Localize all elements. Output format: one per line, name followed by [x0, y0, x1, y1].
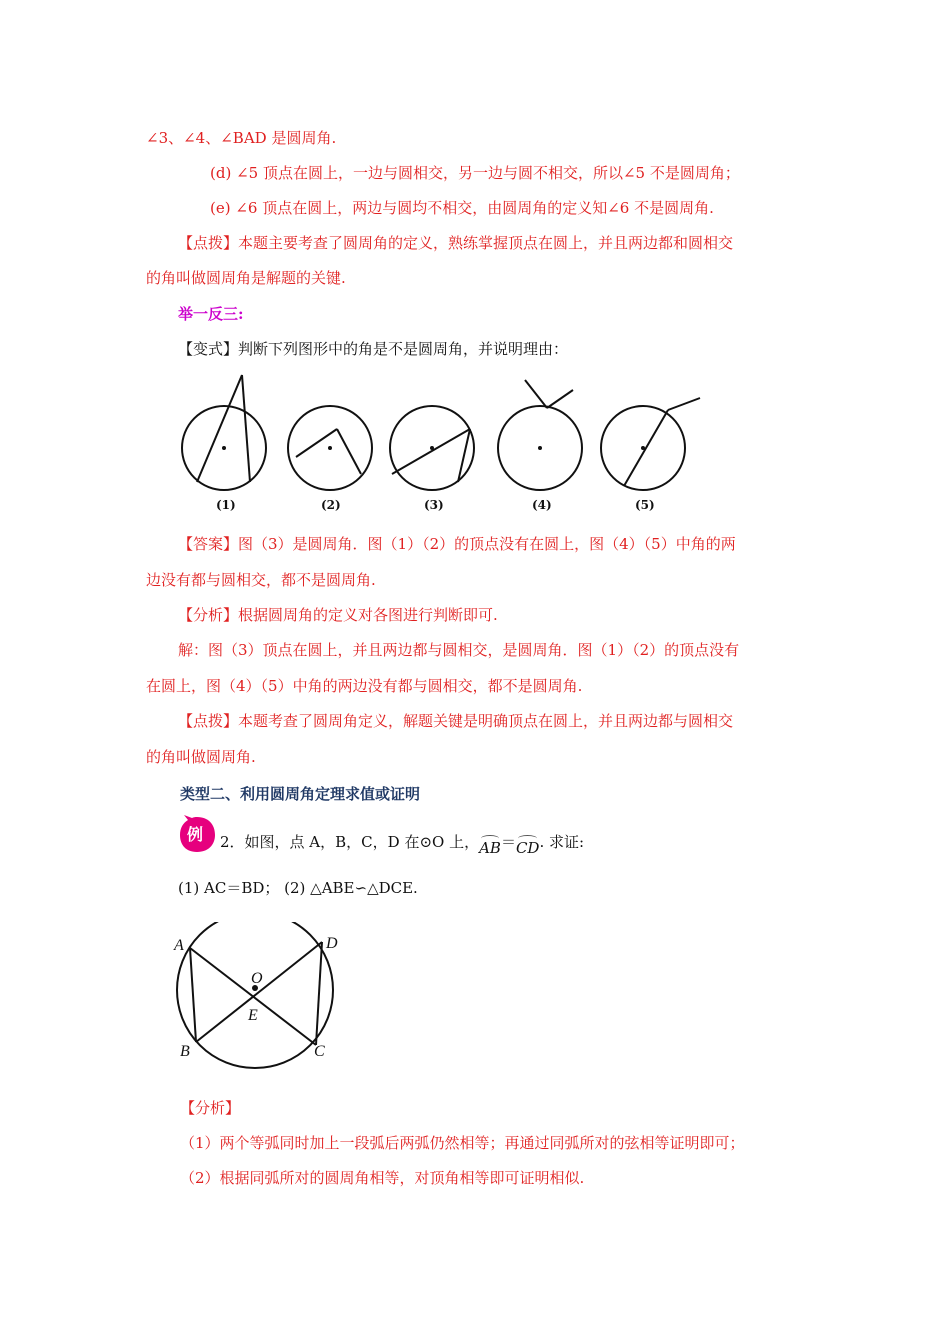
solution-line-2: 在圆上，图（4）（5）中角的两边没有都与圆相交，都不是圆周角.: [146, 677, 583, 695]
caption-3: (3): [424, 498, 444, 512]
label-c: C: [314, 1043, 325, 1060]
equals-sign: ＝: [500, 833, 516, 851]
figure-circle-abcd: [168, 922, 358, 1070]
analysis-item-1: （1）两个等弧同时加上一段弧后两弧仍然相等；再通过同弧所对的弦相等证明即可；: [180, 1134, 745, 1152]
line-2: (d) ∠5 顶点在圆上，一边与圆相交，另一边与圆不相交，所以∠5 不是圆周角；: [210, 164, 740, 182]
line-1: ∠3、∠4、∠BAD 是圆周角.: [146, 129, 337, 147]
label-a: A: [174, 937, 184, 954]
extend-heading: 举一反三:: [178, 305, 244, 323]
label-e: E: [248, 1007, 258, 1024]
solution-line-1: 解：图（3）顶点在圆上，并且两边都与圆相交，是圆周角．图（1）（2）的顶点没有: [178, 641, 740, 659]
variant-question: 【变式】判断下列图形中的角是不是圆周角，并说明理由：: [178, 340, 569, 358]
label-b: B: [180, 1043, 190, 1060]
example-badge: [178, 815, 216, 853]
answer-line-2: 边没有都与圆相交，都不是圆周角.: [146, 571, 376, 589]
line-3: (e) ∠6 顶点在圆上，两边与圆均不相交，由圆周角的定义知∠6 不是圆周角.: [210, 199, 714, 217]
prove-items: (1) AC＝BD； (2) △ABE∽△DCE.: [178, 879, 418, 897]
analysis-heading: 【分析】: [180, 1099, 241, 1117]
analysis-item-2: （2）根据同弧所对的圆周角相等，对顶角相等即可证明相似.: [180, 1169, 585, 1187]
label-o: O: [251, 970, 263, 987]
answer-line-1: 【答案】图（3）是圆周角．图（1）（2）的顶点没有在圆上，图（4）（5）中角的两: [178, 535, 736, 553]
arc-ab: AB: [479, 839, 501, 857]
caption-4: (4): [532, 498, 552, 512]
prove-text: . 求证:: [539, 833, 585, 851]
caption-2: (2): [321, 498, 341, 512]
arc-cd: CD: [515, 839, 540, 857]
svg-text:例: 例: [187, 825, 204, 844]
label-d: D: [326, 935, 338, 952]
caption-5: (5): [635, 498, 655, 512]
example-question: [220, 832, 585, 857]
caption-1: (1): [216, 498, 236, 512]
tip-line-2: 的角叫做圆周角是解题的关键.: [146, 269, 346, 287]
section-heading: 类型二、利用圆周角定理求值或证明: [180, 785, 421, 803]
question-text: 2．如图，点 A，B，C，D 在⊙O 上，: [220, 833, 480, 851]
tip2-line-1: 【点拨】本题考查了圆周角定义，解题关键是明确顶点在圆上，并且两边都与圆相交: [178, 712, 734, 730]
tip-line-1: 【点拨】本题主要考查了圆周角的定义，熟练掌握顶点在圆上，并且两边都和圆相交: [178, 234, 734, 252]
analysis-line: 【分析】根据圆周角的定义对各图进行判断即可.: [178, 606, 498, 624]
tip2-line-2: 的角叫做圆周角.: [146, 748, 256, 766]
figure-five-circles: [170, 372, 710, 522]
